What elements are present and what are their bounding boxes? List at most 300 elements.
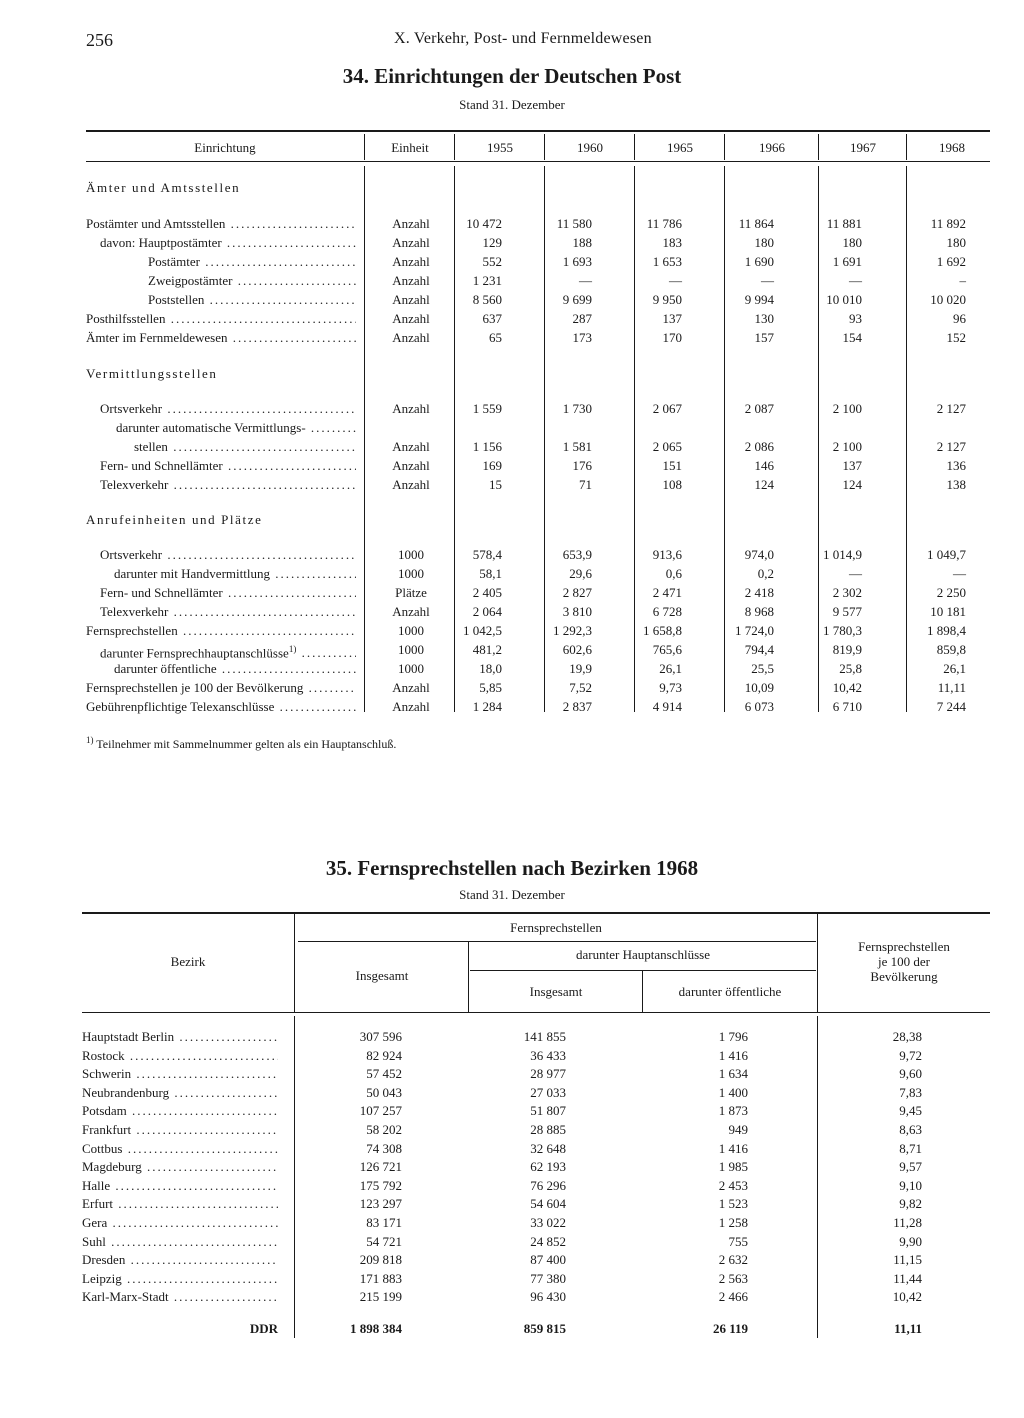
- table-row: [82, 1270, 962, 1288]
- table-row: [86, 545, 966, 564]
- row-value: 28 977: [530, 1066, 566, 1082]
- running-head: X. Verkehr, Post- und Fernmeldewesen: [394, 30, 652, 47]
- row-value: 9 950: [652, 292, 682, 307]
- row-value: 8 560: [472, 292, 502, 307]
- row-value: 9 699: [562, 292, 592, 307]
- table-row: [86, 697, 966, 716]
- table-row: [86, 328, 966, 347]
- bezirk-name: Hauptstadt Berlin: [82, 1029, 175, 1044]
- bezirk-label: [82, 1065, 278, 1083]
- row-value: 1 692: [936, 254, 966, 269]
- row-value: 28,38: [892, 1029, 922, 1044]
- row-value: 1 690: [744, 254, 774, 269]
- row-value: 170: [662, 330, 682, 345]
- row-value: 2 563: [718, 1270, 748, 1286]
- section-heading: Ämter und Amtsstellen: [86, 180, 241, 195]
- row-value: 9,72: [899, 1047, 922, 1063]
- table-row: [86, 214, 966, 233]
- row-label: [100, 233, 356, 252]
- row-value: 9,10: [899, 1177, 922, 1193]
- row-unit: Anzahl: [392, 216, 430, 231]
- header-per-100-line3: Bevölkerung: [870, 969, 938, 984]
- row-value: 1 559: [472, 401, 502, 416]
- bezirk-label: [82, 1288, 278, 1306]
- row-value: 33 022: [530, 1215, 566, 1230]
- row-label: [86, 309, 356, 328]
- row-value: 2 471: [652, 585, 682, 600]
- row-value: 6 728: [652, 604, 682, 619]
- row-unit: 1000: [398, 566, 424, 581]
- row-value: 11 864: [738, 216, 774, 231]
- section-heading: Anrufeinheiten und Plätze: [86, 512, 263, 527]
- row-label: [86, 697, 356, 716]
- row-value: 2 127: [936, 439, 966, 454]
- row-value: 180: [754, 235, 774, 250]
- row-value: 173: [572, 330, 592, 345]
- total-label: DDR: [249, 1321, 278, 1336]
- bezirk-label: [82, 1047, 278, 1065]
- row-value: 96 430: [530, 1289, 566, 1305]
- row-value: 9,73: [659, 680, 682, 695]
- row-value: 1 042,5: [463, 623, 502, 638]
- row-value: 2 837: [562, 699, 592, 714]
- table-row: [86, 309, 966, 328]
- row-value: 18,0: [479, 661, 502, 676]
- row-value: 1 523: [718, 1196, 748, 1212]
- row-value: 2 100: [832, 439, 862, 454]
- row-value: 180: [842, 235, 862, 250]
- row-value: 11,11: [937, 680, 966, 695]
- footnote-ref: 1): [288, 644, 297, 654]
- row-value: 552: [482, 254, 502, 269]
- row-label-text: Telexverkehr: [100, 477, 169, 492]
- row-unit: Plätze: [395, 585, 427, 600]
- row-value: 129: [482, 235, 502, 250]
- row-value: 819,9: [832, 642, 862, 657]
- table-row: [86, 640, 966, 659]
- row-label-text: Ämter im Fernmeldewesen: [86, 330, 228, 345]
- row-value: 1 898,4: [927, 623, 966, 638]
- row-value: 10 020: [930, 292, 966, 307]
- header-per-100-line1: Fernsprechstellen: [858, 939, 950, 954]
- row-value: 637: [482, 311, 502, 326]
- row-value: 215 199: [359, 1289, 402, 1305]
- row-value: 0,6: [665, 566, 682, 581]
- row-label: [100, 602, 356, 621]
- row-value: —: [579, 273, 592, 288]
- row-value: 765,6: [652, 642, 682, 657]
- row-value: 62 193: [530, 1159, 566, 1175]
- table-35-header-rule: [82, 1012, 990, 1013]
- row-value: 2 100: [832, 401, 862, 416]
- header-einrichtung: Einrichtung: [194, 140, 256, 155]
- row-value: 82 924: [366, 1047, 402, 1063]
- bezirk-label: [82, 1158, 278, 1176]
- row-value: 10,42: [892, 1289, 922, 1305]
- row-value: 146: [754, 458, 774, 473]
- row-label-text: davon: Hauptpostämter: [100, 235, 222, 250]
- table-row: [86, 290, 966, 309]
- row-value: 653,9: [562, 547, 592, 562]
- row-value: 8 968: [744, 604, 774, 619]
- row-label: [100, 456, 356, 475]
- header-bezirk: Bezirk: [170, 954, 206, 969]
- row-unit: Anzahl: [392, 477, 430, 492]
- row-value: 11 892: [930, 216, 966, 231]
- row-value: 9,45: [899, 1103, 922, 1119]
- header-darunter-oeffentliche: darunter öffentliche: [678, 984, 782, 999]
- row-value: 108: [662, 477, 682, 492]
- row-value: 27 033: [530, 1084, 566, 1100]
- row-value: 9,82: [899, 1196, 922, 1212]
- row-value: 126 721: [359, 1159, 402, 1175]
- bezirk-name: Suhl: [82, 1233, 106, 1249]
- row-value: 138: [946, 477, 966, 492]
- row-value: 755: [728, 1233, 748, 1249]
- header-per-100-line2: je 100 der: [878, 954, 930, 969]
- table-34-subtitle: Stand 31. Dezember: [459, 97, 565, 112]
- row-value: 169: [482, 458, 502, 473]
- row-value: 10 181: [930, 604, 966, 619]
- row-value: 1 780,3: [823, 623, 862, 638]
- row-value: 2 127: [936, 401, 966, 416]
- bezirk-label: [82, 1251, 278, 1269]
- row-label-text: Fern- und Schnellämter: [100, 458, 223, 473]
- row-value: 2 466: [718, 1289, 748, 1305]
- row-value: —: [849, 273, 862, 288]
- table-row: [86, 475, 966, 494]
- row-value: 1 416: [718, 1047, 748, 1063]
- bezirk-label: [82, 1121, 278, 1139]
- bezirk-label: [82, 1102, 278, 1120]
- table-row: [82, 1214, 962, 1232]
- row-label-text: Gebührenpflichtige Telexanschlüsse: [86, 699, 275, 714]
- row-value: 1 014,9: [823, 547, 862, 562]
- row-value: —: [953, 566, 966, 581]
- row-value: 7,52: [569, 680, 592, 695]
- bezirk-label: [82, 1177, 278, 1195]
- row-value: 10,42: [832, 680, 862, 695]
- table-row: [82, 1251, 962, 1269]
- table-row: [86, 456, 966, 475]
- table-row: [86, 602, 966, 621]
- row-value: 11,15: [893, 1252, 922, 1268]
- table-row: [86, 564, 966, 583]
- row-value: 1 231: [472, 273, 502, 288]
- row-value: 25,8: [839, 661, 862, 676]
- row-value: 74 308: [366, 1140, 402, 1156]
- row-value: 29,6: [569, 566, 592, 581]
- row-value: 151: [662, 458, 682, 473]
- table-34-top-rule: [86, 130, 990, 132]
- row-value: 1 416: [718, 1140, 748, 1156]
- row-value: 1 156: [472, 439, 502, 454]
- table-34-footnote: [86, 735, 396, 752]
- row-value: 137: [842, 458, 862, 473]
- row-value: 76 296: [530, 1177, 566, 1193]
- row-label-text: Fernsprechstellen: [86, 623, 178, 638]
- row-value: 26,1: [659, 661, 682, 676]
- table-35-vline: [294, 914, 295, 1012]
- row-label-text: Postämter und Amtsstellen: [86, 216, 226, 231]
- header-hauptanschluesse-insgesamt: Insgesamt: [529, 984, 583, 999]
- row-value: 1 796: [718, 1029, 748, 1044]
- row-value: 11 881: [826, 216, 862, 231]
- row-unit: 1000: [398, 642, 424, 657]
- table-row: [82, 1233, 962, 1251]
- bezirk-label: [82, 1195, 278, 1213]
- row-value: 1 284: [472, 699, 502, 714]
- row-value: 1 724,0: [735, 623, 774, 638]
- table-row: [82, 1121, 962, 1139]
- row-label: [114, 564, 356, 583]
- row-value: 2 250: [936, 585, 966, 600]
- bezirk-name: Erfurt: [82, 1196, 114, 1212]
- row-unit: Anzahl: [392, 680, 430, 695]
- row-value: 2 405: [472, 585, 502, 600]
- row-value: 58 202: [366, 1122, 402, 1137]
- row-unit: Anzahl: [392, 458, 430, 473]
- row-value: 7,83: [899, 1084, 922, 1100]
- table-row: [82, 1047, 962, 1065]
- row-value: 209 818: [359, 1252, 402, 1268]
- total-row: [82, 1320, 962, 1338]
- table-row: [82, 1158, 962, 1176]
- table-row: [82, 1177, 962, 1195]
- row-value: 10 472: [466, 216, 502, 231]
- row-value: 65: [489, 330, 502, 345]
- row-label: [86, 214, 356, 233]
- bezirk-label: [82, 1233, 278, 1251]
- row-value: 10 010: [826, 292, 862, 307]
- row-value: 2 065: [652, 439, 682, 454]
- row-value: 9,90: [899, 1233, 922, 1249]
- row-unit: 1000: [398, 661, 424, 676]
- row-value: 8,63: [899, 1122, 922, 1137]
- table-row: [82, 1084, 962, 1102]
- bezirk-name: Karl-Marx-Stadt: [82, 1289, 169, 1305]
- row-value: 481,2: [472, 642, 502, 657]
- total-value: 26 119: [712, 1321, 748, 1336]
- bezirk-label: [82, 1214, 278, 1232]
- row-label: [86, 678, 356, 697]
- header-fernsprechstellen-group: Fernsprechstellen: [510, 920, 602, 935]
- row-value: 2 067: [652, 401, 682, 416]
- row-value: 1 581: [562, 439, 592, 454]
- row-label: [148, 252, 356, 271]
- row-value: 7 244: [936, 699, 966, 714]
- row-label-text: Fern- und Schnellämter: [100, 585, 223, 600]
- row-unit: Anzahl: [392, 273, 430, 288]
- table-row: [86, 437, 966, 456]
- row-value: 15: [489, 477, 502, 492]
- row-value: 9,57: [899, 1159, 922, 1175]
- row-label-text: Fernsprechstellen je 100 der Bevölkerung: [86, 680, 304, 695]
- row-value: 54 604: [530, 1196, 566, 1212]
- row-value: —: [761, 273, 774, 288]
- row-value: 25,5: [751, 661, 774, 676]
- row-value: –: [959, 273, 966, 288]
- row-value: 176: [572, 458, 592, 473]
- row-value: 107 257: [359, 1103, 402, 1119]
- table-row: [86, 583, 966, 602]
- row-value: 11,28: [893, 1215, 922, 1230]
- row-value: 2 064: [472, 604, 502, 619]
- row-label: [114, 659, 356, 678]
- row-value: 137: [662, 311, 682, 326]
- total-value: 1 898 384: [350, 1321, 402, 1336]
- header-year-1968: 1968: [939, 140, 965, 155]
- total-value: 11,11: [894, 1321, 922, 1336]
- row-unit: Anzahl: [392, 330, 430, 345]
- table-34-header-rule: [86, 161, 990, 162]
- table-35-subgroup-rule: [470, 970, 816, 971]
- row-value: 2 827: [562, 585, 592, 600]
- bezirk-name: Cottbus: [82, 1140, 123, 1156]
- row-label: [148, 290, 356, 309]
- table-row: [86, 678, 966, 697]
- row-value: 130: [754, 311, 774, 326]
- row-value: 1 049,7: [927, 547, 966, 562]
- row-value: 54 721: [366, 1233, 402, 1249]
- row-value: 1 691: [832, 254, 862, 269]
- row-value: 2 632: [718, 1252, 748, 1268]
- row-value: 77 380: [530, 1270, 566, 1286]
- bezirk-name: Leipzig: [82, 1270, 122, 1286]
- bezirk-name: Gera: [82, 1215, 108, 1230]
- row-unit: 1000: [398, 547, 424, 562]
- row-label: [100, 545, 356, 564]
- table-row: [82, 1028, 962, 1046]
- row-value: 794,4: [744, 642, 774, 657]
- row-label-text: Ortsverkehr: [100, 547, 163, 562]
- row-label: [134, 437, 356, 456]
- row-unit: Anzahl: [392, 439, 430, 454]
- row-value: 57 452: [366, 1066, 402, 1082]
- header-year-1965: 1965: [667, 140, 693, 155]
- table-row: [86, 233, 966, 252]
- bezirk-name: Schwerin: [82, 1066, 132, 1082]
- row-value: 9 994: [744, 292, 774, 307]
- row-value: 6 710: [832, 699, 862, 714]
- bezirk-name: Halle: [82, 1177, 111, 1193]
- row-label-text: Zweigpostämter: [148, 273, 233, 288]
- row-value: 859,8: [936, 642, 966, 657]
- footnote-text: Teilnehmer mit Sammelnummer gelten als ein Hauptanschluß.: [96, 737, 397, 751]
- row-value: 578,4: [472, 547, 502, 562]
- row-value: 180: [946, 235, 966, 250]
- table-row: [82, 1102, 962, 1120]
- row-value: 6 073: [744, 699, 774, 714]
- table-row: [86, 252, 966, 271]
- row-value: 83 171: [366, 1215, 402, 1230]
- row-label: [100, 583, 356, 602]
- row-value: 87 400: [530, 1252, 566, 1268]
- bezirk-label: [82, 1140, 278, 1158]
- row-value: 287: [572, 311, 592, 326]
- row-value: 0,2: [757, 566, 774, 581]
- row-value: 1 658,8: [643, 623, 682, 638]
- table-row: [86, 418, 966, 437]
- table-35-vline: [642, 971, 643, 1012]
- row-unit: Anzahl: [392, 699, 430, 714]
- row-label-text: darunter öffentliche: [114, 661, 217, 676]
- row-value: 1 653: [652, 254, 682, 269]
- row-value: 71: [579, 477, 592, 492]
- row-label-text: darunter Fernsprechhauptanschlüsse: [100, 645, 289, 661]
- bezirk-name: Potsdam: [82, 1103, 127, 1119]
- row-value: 2 086: [744, 439, 774, 454]
- table-row: [82, 1288, 962, 1306]
- row-value: 136: [946, 458, 966, 473]
- footnote-mark: 1): [86, 735, 94, 745]
- bezirk-name: Rostock: [82, 1047, 125, 1063]
- row-value: 26,1: [943, 661, 966, 676]
- header-year-1955: 1955: [487, 140, 513, 155]
- row-value: 2 302: [832, 585, 862, 600]
- row-value: 11 580: [556, 216, 592, 231]
- row-value: 50 043: [366, 1084, 402, 1100]
- row-value: 51 807: [530, 1103, 566, 1119]
- header-year-1966: 1966: [759, 140, 785, 155]
- row-value: 1 873: [718, 1103, 748, 1119]
- bezirk-name: Frankfurt: [82, 1122, 132, 1137]
- header-year-1960: 1960: [577, 140, 603, 155]
- bezirk-label: [82, 1084, 278, 1102]
- row-value: 11 786: [646, 216, 682, 231]
- table-34-title: 34. Einrichtungen der Deutschen Post: [342, 64, 682, 88]
- row-label-text: darunter automatische Vermittlungs-: [116, 420, 306, 435]
- row-value: 28 885: [530, 1122, 566, 1137]
- row-value: 2 087: [744, 401, 774, 416]
- row-value: 9,60: [899, 1066, 922, 1082]
- row-label-text: Telexverkehr: [100, 604, 169, 619]
- row-value: 2 453: [718, 1177, 748, 1193]
- row-value: 974,0: [744, 547, 774, 562]
- bezirk-label: [82, 1270, 278, 1288]
- row-unit: Anzahl: [392, 311, 430, 326]
- row-value: 8,71: [899, 1140, 922, 1156]
- table-row: [82, 1140, 962, 1158]
- row-value: 913,6: [652, 547, 682, 562]
- row-value: 24 852: [530, 1233, 566, 1249]
- row-value: 949: [728, 1122, 748, 1137]
- table-row: [86, 271, 966, 290]
- row-label: [86, 621, 356, 640]
- row-value: 154: [842, 330, 862, 345]
- row-value: 5,85: [479, 680, 502, 695]
- row-value: 175 792: [359, 1177, 402, 1193]
- row-label-text: Ortsverkehr: [100, 401, 163, 416]
- row-label-text: darunter mit Handvermittlung: [114, 566, 270, 581]
- row-value: 9 577: [832, 604, 862, 619]
- row-label-text: Postämter: [148, 254, 200, 269]
- row-value: —: [849, 566, 862, 581]
- row-value: 93: [849, 311, 862, 326]
- header-year-1967: 1967: [850, 140, 876, 155]
- row-value: 36 433: [530, 1047, 566, 1063]
- row-value: 32 648: [530, 1140, 566, 1156]
- row-value: 1 730: [562, 401, 592, 416]
- row-value: 2 418: [744, 585, 774, 600]
- row-label: [148, 271, 356, 290]
- row-value: 10,09: [744, 680, 774, 695]
- table-35-group-rule: [298, 941, 816, 942]
- row-value: 19,9: [569, 661, 592, 676]
- row-value: 307 596: [359, 1029, 402, 1044]
- section-heading: Vermittlungsstellen: [86, 366, 218, 381]
- header-insgesamt: Insgesamt: [355, 968, 409, 983]
